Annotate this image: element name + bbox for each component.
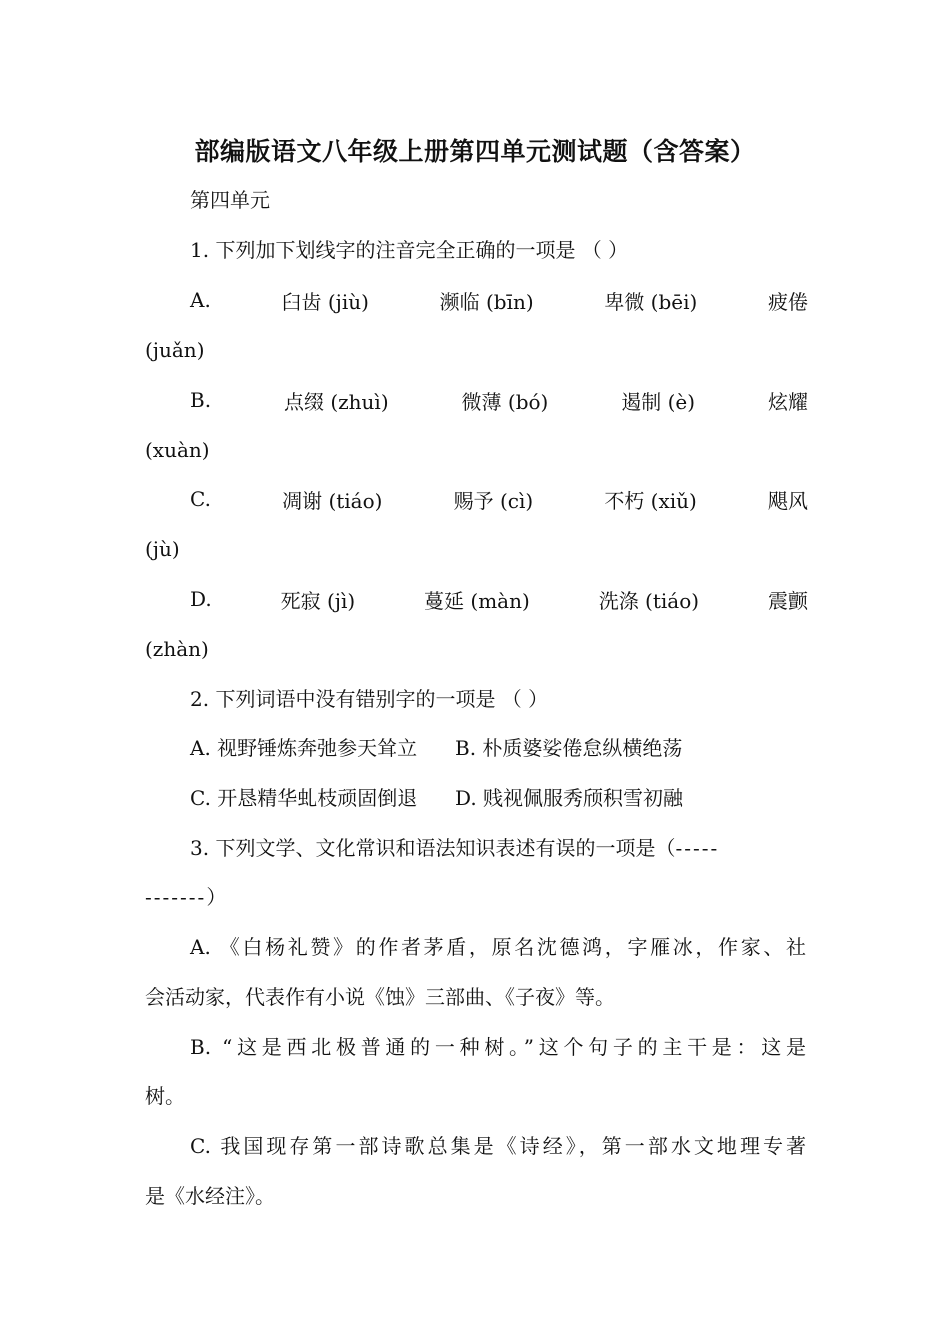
q1-option-b — [190, 386, 808, 414]
answer-blank: ----- — [675, 836, 720, 860]
option-item: 卑微 (bēi) — [604, 289, 698, 314]
option-item: 遏制 (è) — [621, 389, 696, 414]
option-item: 飓风 — [767, 488, 808, 513]
question-1-stem: 1. 下列加下划线字的注音完全正确的一项是 （ ） — [190, 238, 629, 262]
option-item: 点缀 (zhuì) — [283, 389, 389, 414]
answer-blank: ------- — [145, 885, 207, 909]
question-3-stem-wrap — [145, 883, 226, 911]
option-item: 疲倦 — [768, 289, 808, 314]
q1-option-d — [190, 585, 808, 613]
option-item: 震颤 — [767, 588, 808, 613]
option-letter: C. — [190, 487, 211, 511]
option-item: 微薄 (bó) — [461, 389, 549, 414]
q3-option-a-line1: A. 《白杨礼赞》的作者茅盾，原名沈德鸿，字雁冰，作家、社 — [190, 935, 806, 959]
q1-option-a-wrap: (juǎn) — [145, 338, 205, 362]
unit-label: 第四单元 — [190, 188, 270, 212]
q3-option-a-line2: 会活动家，代表作有小说《蚀》三部曲、《子夜》等。 — [145, 985, 615, 1009]
option-item: 凋谢 (tiáo) — [282, 488, 383, 513]
q2-option-b: B. 朴质婆娑倦怠纵横绝荡 — [455, 736, 683, 760]
option-item: 赐予 (cì) — [453, 488, 534, 513]
option-letter: D. — [190, 587, 212, 611]
question-3-stem — [190, 834, 719, 862]
q3-option-c-line1: C. 我国现存第一部诗歌总集是《诗经》，第一部水文地理专著 — [190, 1134, 806, 1158]
option-item: 炫耀 — [767, 389, 808, 414]
option-item: 不朽 (xiǔ) — [604, 488, 697, 513]
q2-option-a: A. 视野锤炼奔弛参天耸立 — [190, 736, 418, 760]
q3-option-b-line1: B. “这是西北极普通的一种树。”这个句子的主干是：这是 — [190, 1035, 806, 1059]
q1-option-d-wrap: (zhàn) — [145, 637, 209, 661]
q1-option-c-wrap: (jù) — [145, 537, 180, 561]
option-item: 臼齿 (jiù) — [281, 289, 369, 314]
stem-close: ） — [206, 885, 227, 909]
option-letter: A. — [190, 288, 211, 312]
question-2-stem: 2. 下列词语中没有错别字的一项是 （ ） — [190, 687, 549, 711]
q1-option-c — [190, 485, 808, 513]
option-item: 濒临 (bīn) — [439, 289, 534, 314]
q2-option-c: C. 开恳精华虬枝顽固倒退 — [190, 786, 418, 810]
q1-option-a — [190, 286, 808, 314]
option-item: 蔓延 (màn) — [424, 588, 530, 613]
option-item: 死寂 (jì) — [280, 588, 356, 613]
document-title: 部编版语文八年级上册第四单元测试题（含答案） — [194, 137, 756, 166]
q3-option-c-line2: 是《水经注》。 — [145, 1184, 275, 1208]
q1-option-b-wrap: (xuàn) — [145, 438, 210, 462]
q2-option-d: D. 贱视佩服秀颀积雪初融 — [455, 786, 684, 810]
q3-option-b-line2: 树。 — [145, 1084, 185, 1108]
option-letter: B. — [190, 388, 212, 412]
stem-text: 3. 下列文学、文化常识和语法知识表述有误的一项是（ — [190, 836, 676, 860]
option-item: 洗涤 (tiáo) — [598, 588, 700, 613]
